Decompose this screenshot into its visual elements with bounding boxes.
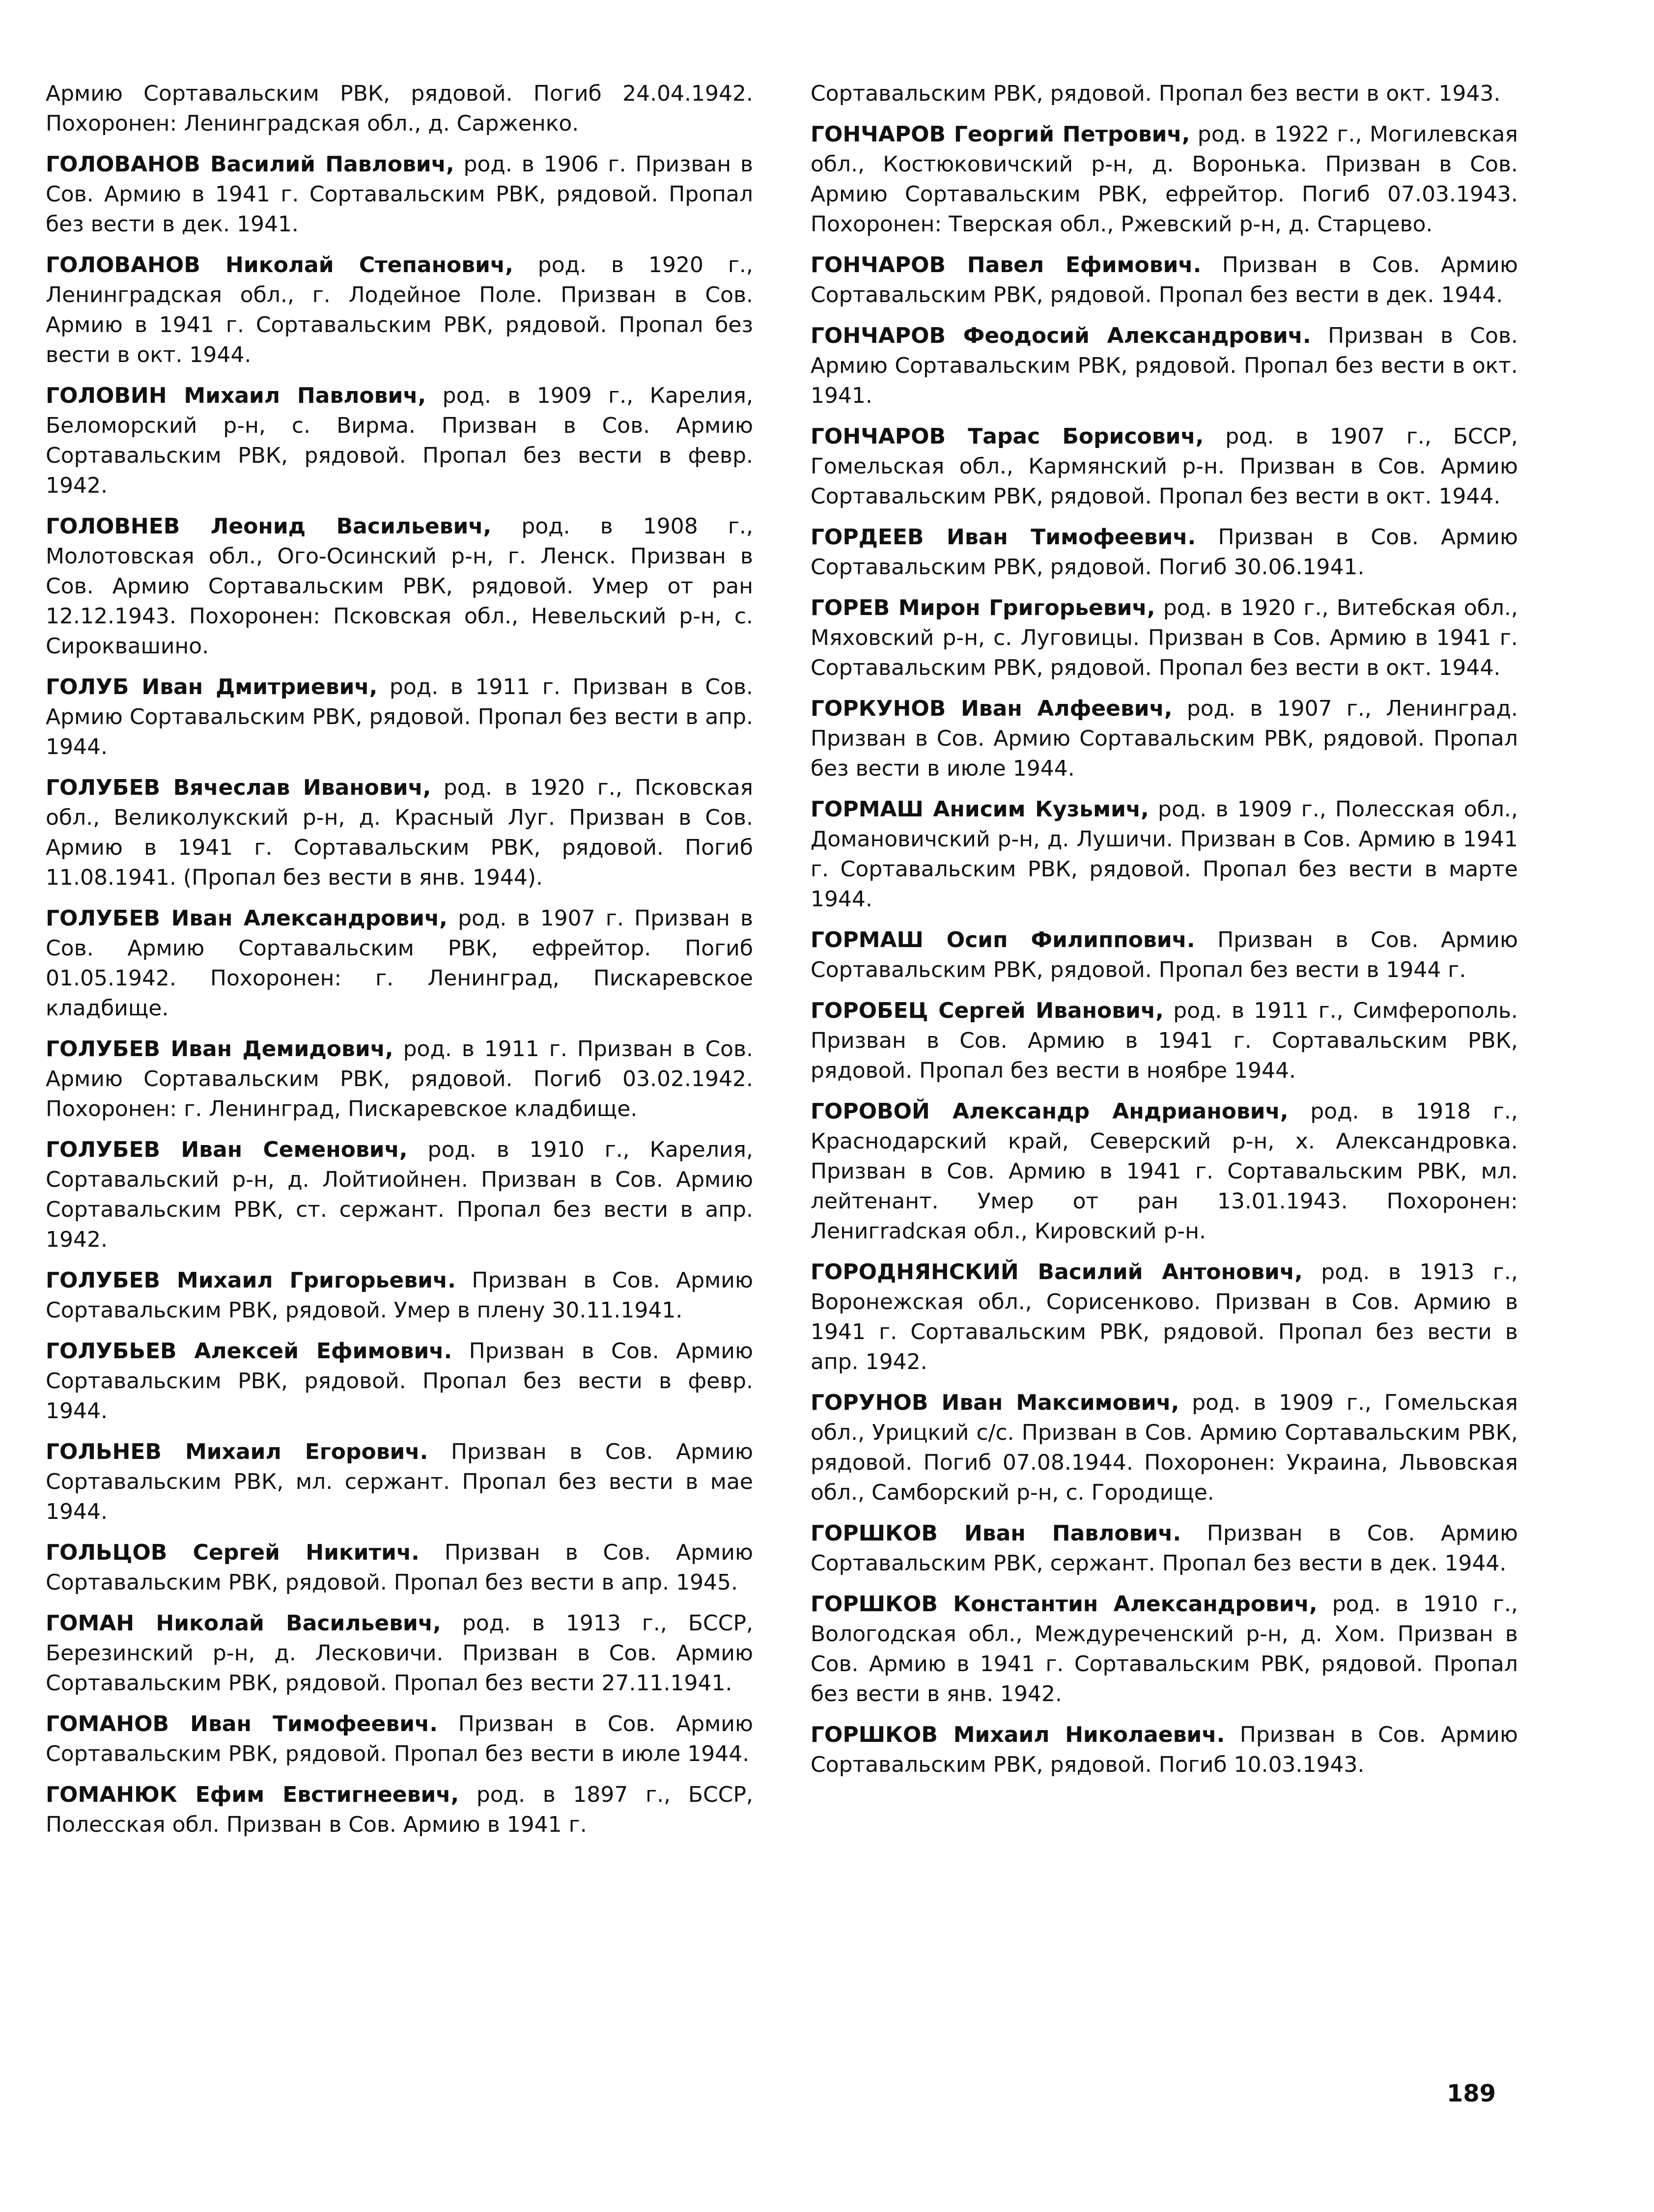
list-item: ГОЛОВНЕВ Леонид Васильевич, род. в 1908 г., Молотовская обл., Ого-Осинский р-н, г. Ленск. Призван в Сов. Армию Сортавальским РВК, рядовой. Умер от ран 12.12.1943. Похоронен: Псковская обл., Невельский р-н, с. Сироквашино. — [46, 514, 753, 659]
list-item: ГОНЧАРОВ Георгий Петрович, род. в 1922 г., Могилевская обл., Костюковичский р-н, д. Воронька. Призван в Сов. Армию Сортавальским РВК, ефрейтор. Погиб 07.03.1943. Похоронен: Тверская обл., Ржевский р-н, д. Старцево. — [811, 122, 1518, 237]
list-item: ГОРОДНЯНСКИЙ Василий Антонович, род. в 1913 г., Воронежская обл., Сорисенково. Призван в Сов. Армию в 1941 г. Сортавальским РВК, рядовой. Пропал без вести в апр. 1942. — [811, 1260, 1518, 1374]
list-item: ГОЛУБ Иван Дмитриевич, род. в 1911 г. Призван в Сов. Армию Сортавальским РВК, рядовой. Пропал без вести в апр. 1944. — [46, 674, 753, 759]
list-item: ГОРМАШ Анисим Кузьмич, род. в 1909 г., Полесская обл., Домановичский р-н, д. Лушичи. Призван в Сов. Армию в 1941 г. Сортавальским РВК, рядовой. Пропал без вести в марте 1944. — [811, 797, 1518, 912]
list-item: ГОРЕВ Мирон Григорьевич, род. в 1920 г., Витебская обл., Мяховский р-н, с. Луговицы. Призван в Сов. Армию в 1941 г. Сортавальским РВК, рядовой. Пропал без вести в окт. 1944. — [811, 595, 1518, 680]
left-column — [46, 79, 753, 1850]
list-item: ГОРОБЕЦ Сергей Иванович, род. в 1911 г., Симферополь. Призван в Сов. Армию в 1941 г. Сортавальским РВК, рядовой. Пропал без вести в ноябре 1944. — [811, 998, 1518, 1083]
list-item: ГОЛЬНЕВ Михаил Егорович. Призван в Сов. Армию Сортавальским РВК, мл. сержант. Пропал без вести в мае 1944. — [46, 1439, 754, 1524]
list-item: ГОМАНЮК Ефим Евстигнеевич, род. в 1897 г., БССР, Полесская обл. Призван в Сов. Армию в 1941 г. — [46, 1782, 753, 1837]
list-item: ГОЛОВИН Михаил Павлович, род. в 1909 г., Карелия, Беломорский р-н, с. Вирма. Призван в Сов. Армию Сортавальским РВК, рядовой. Пропал без вести в февр. 1942. — [46, 383, 753, 498]
list-item: ГОРУНОВ Иван Максимович, род. в 1909 г., Гомельская обл., Урицкий с/с. Призван в Сов. Армию Сортавальским РВК, рядовой. Погиб 07.08.1944. Похоронен: Украина, Львовская обл., Самборский р-н, с. Городище. — [811, 1390, 1518, 1505]
list-item: ГОЛЬЦОВ Сергей Никитич. Призван в Сов. Армию Сортавальским РВК, рядовой. Пропал без вести в апр. 1945. — [46, 1540, 754, 1595]
list-item: ГОЛУБЕВ Михаил Григорьевич. Призван в Сов. Армию Сортавальским РВК, рядовой. Умер в плену 30.11.1941. — [46, 1268, 754, 1323]
list-item: ГОМАНОВ Иван Тимофеевич. Призван в Сов. Армию Сортавальским РВК, рядовой. Пропал без вести в июле 1944. — [46, 1711, 753, 1766]
list-item: Армию Сортавальским РВК, рядовой. Погиб 24.04.1942. Похоронен: Ленинградская обл., д. Сарженко. — [46, 81, 753, 136]
list-item: ГОНЧАРОВ Павел Ефимович. Призван в Сов. Армию Сортавальским РВК, рядовой. Пропал без вести в дек. 1944. — [811, 252, 1518, 308]
list-item: ГОМАН Николай Васильевич, род. в 1913 г., БССР, Березинский р-н, д. Лесковичи. Призван в Сов. Армию Сортавальским РВК, рядовой. Пропал без вести 27.11.1941. — [46, 1611, 753, 1696]
list-item: ГОРШКОВ Иван Павлович. Призван в Сов. Армию Сортавальским РВК, сержант. Пропал без вести в дек. 1944. — [811, 1521, 1518, 1576]
list-item: ГОЛУБЕВ Иван Александрович, род. в 1907 г. Призван в Сов. Армию Сортавальским РВК, ефрейтор. Погиб 01.05.1942. Похоронен: г. Ленинград, Пискаревское кладбище. — [46, 906, 753, 1021]
list-item: ГОРШКОВ Константин Александрович, род. в 1910 г., Вологодская обл., Междуреченский р-н, д. Хом. Призван в Сов. Армию в 1941 г. Сортавальским РВК, рядовой. Пропал без вести в янв. 1942. — [811, 1592, 1518, 1707]
list-item: ГОЛУБЕВ Иван Семенович, род. в 1910 г., Карелия, Сортавальский р-н, д. Лойтиойнен. Призван в Сов. Армию Сортавальским РВК, ст. сержант. Пропал без вести в апр. 1942. — [46, 1137, 754, 1252]
page-number: 189 — [1447, 2080, 1496, 2107]
list-item: ГОРШКОВ Михаил Николаевич. Призван в Сов. Армию Сортавальским РВК, рядовой. Погиб 10.03.1943. — [811, 1722, 1518, 1777]
list-item: ГОРКУНОВ Иван Алфеевич, род. в 1907 г., Ленинград. Призван в Сов. Армию Сортавальским РВК, рядовой. Пропал без вести в июле 1944. — [811, 696, 1518, 781]
list-item: ГОРОВОЙ Александр Андрианович, род. в 1918 г., Краснодарский край, Северский р-н, х. Александровка. Призван в Сов. Армию в 1941 г. Сортавальским РВК, мл. лейтенант. Умер от ран 13.01.1943. Похоронен: Ленигradская обл., Кировский р-н. — [811, 1099, 1518, 1244]
list-item: ГОЛОВАНОВ Николай Степанович, род. в 1920 г., Ленинградская обл., г. Лодейное Поле. Призван в Сов. Армию в 1941 г. Сортавальским РВК, рядовой. Пропал без вести в окт. 1944. — [46, 252, 754, 367]
list-item: ГОЛОВАНОВ Василий Павлович, род. в 1906 г. Призван в Сов. Армию в 1941 г. Сортавальским РВК, рядовой. Пропал без вести в дек. 1941. — [46, 152, 753, 237]
list-item: ГОЛУБЕВ Иван Демидович, род. в 1911 г. Призван в Сов. Армию Сортавальским РВК, рядовой. Погиб 03.02.1942. Похоронен: г. Ленинград, Пискаревское кладбище. — [46, 1036, 754, 1121]
right-column — [811, 79, 1518, 1791]
list-item: ГОЛУБЬЕВ Алексей Ефимович. Призван в Сов. Армию Сортавальским РВК, рядовой. Пропал без вести в февр. 1944. — [46, 1339, 753, 1424]
list-item: ГОНЧАРОВ Феодосий Александрович. Призван в Сов. Армию Сортавальским РВК, рядовой. Пропал без вести в окт. 1941. — [811, 323, 1518, 408]
list-item: ГОРДЕЕВ Иван Тимофеевич. Призван в Сов. Армию Сортавальским РВК, рядовой. Погиб 30.06.1941. — [811, 525, 1518, 580]
list-item: Сортавальским РВК, рядовой. Пропал без вести в окт. 1943. — [811, 81, 1501, 106]
list-item: ГОЛУБЕВ Вячеслав Иванович, род. в 1920 г., Псковская обл., Великолукский р-н, д. Красный Луг. Призван в Сов. Армию в 1941 г. Сортавальским РВК, рядовой. Погиб 11.08.1941. (Пропал без вести в янв. 1944). — [46, 775, 754, 890]
list-item: ГОРМАШ Осип Филиппович. Призван в Сов. Армию Сортавальским РВК, рядовой. Пропал без вести в 1944 г. — [811, 927, 1518, 982]
list-item: ГОНЧАРОВ Тарас Борисович, род. в 1907 г., БССР, Гомельская обл., Кармянский р-н. Призван в Сов. Армию Сортавальским РВК, рядовой. Пропал без вести в окт. 1944. — [811, 424, 1518, 509]
